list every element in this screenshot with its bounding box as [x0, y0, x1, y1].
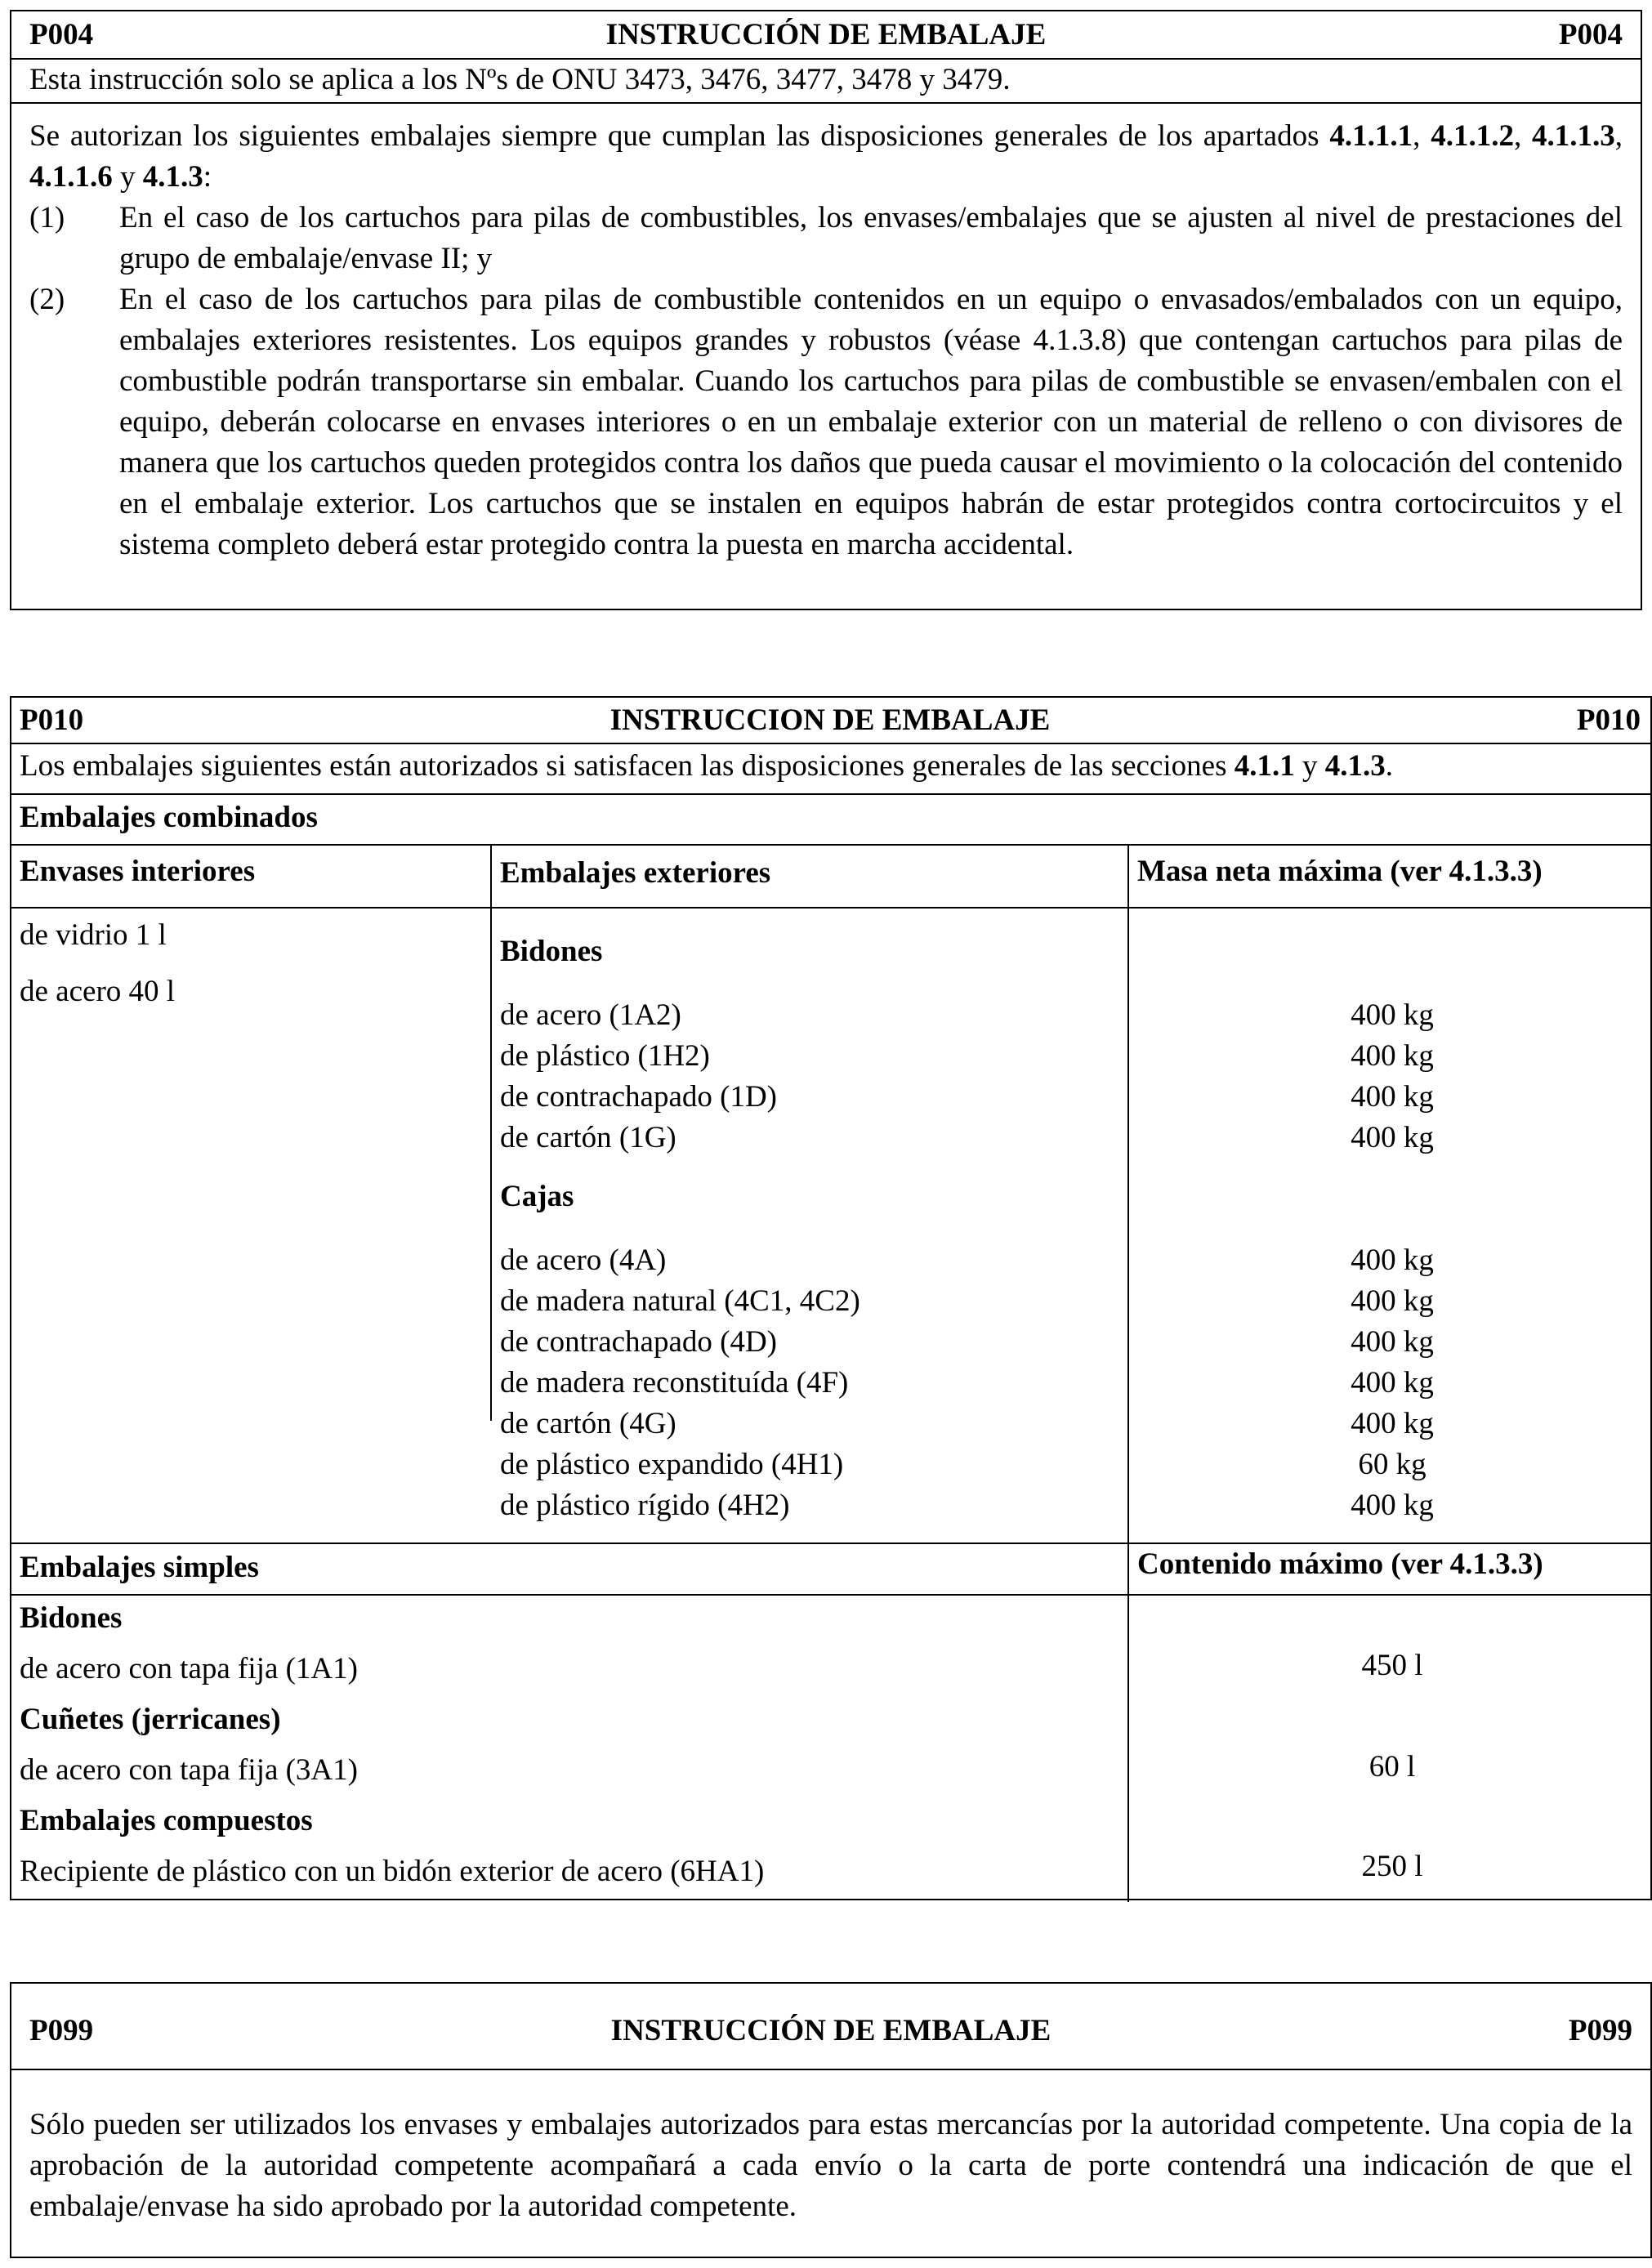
inner-item: de acero 40 l [20, 975, 176, 1008]
outer-item: de plástico rígido (4H2) [500, 1489, 790, 1522]
capacity-value: 250 l [1361, 1850, 1423, 1883]
col-mass-header: Masa neta máxima (ver 4.1.3.3) [1137, 855, 1543, 888]
p010-intro: Los embalajes siguientes están autorizados si satisfacen las disposiciones generales de las secciones 4.1.1 y 4.1.3. [20, 749, 1393, 783]
single-group-heading: Cuñetes (jerricanes) [20, 1703, 281, 1736]
item-text: En el caso de los cartuchos para pilas de combustible contenidos en un equipo o envasados/embalados con un equipo, embalajes exteriores resistentes. Los equipos grandes y robustos (véase 4.1.3.8) que contengan cartuchos para pilas de combustible podrán transportarse sin embalar. Cuando los cartuchos para pilas de combustible se envasen/embalen con el equipo, deberán colocarse en envases interiores o en un embalaje exterior con un material de relleno o con divisores de manera que los cartuchos queden protegidos contra los daños que pueda causar el movimiento o la colocación del contenido en el embalaje exterior. Los cartuchos que se instalen en equipos habrán de estar protegidos contra cortocircuitos y el sistema completo deberá estar protegido contra la puesta en marcha accidental. [119, 283, 1623, 561]
capacity-value: 60 l [1368, 1750, 1416, 1784]
item-number: (2) [29, 283, 65, 316]
group-heading-bidones: Bidones [500, 935, 603, 968]
p010-code-left: P010 [20, 703, 84, 737]
p099-packing-instruction [10, 1982, 1652, 2258]
divider [11, 907, 1650, 909]
outer-item: de acero (1A2) [500, 998, 681, 1032]
p004-body [29, 116, 1623, 565]
mass-value: 400 kg [1351, 1243, 1434, 1277]
single-item: Recipiente de plástico con un bidón exterior de acero (6HA1) [20, 1855, 765, 1888]
divider [11, 1594, 1650, 1596]
p099-header [29, 2010, 1632, 2052]
item-number: (1) [29, 201, 65, 234]
p004-intro: Se autorizan los siguientes embalajes siempre que cumplan las disposiciones generales de los apartados 4.1.1.1, 4.1.1.2, 4.1.1.3, 4.1.1.6 y 4.1.3: [29, 119, 1623, 194]
mass-value: 400 kg [1351, 1121, 1434, 1154]
p099-text: Sólo pueden ser utilizados los envases y embalajes autorizados para estas mercancías por la autoridad competente. Una copia de la aprobación de la autoridad competente acompañará a cada envío o la carta de porte contendrá una indicación de que el embalaje/envase ha sido aprobado por la autoridad competente. [29, 2108, 1632, 2223]
p010-header [20, 699, 1641, 742]
outer-item: de cartón (1G) [500, 1121, 676, 1154]
p004-item-1 [29, 198, 1623, 279]
inner-item: de vidrio 1 l [20, 918, 167, 952]
p004-scope: Esta instrucción solo se aplica a los Nºs de ONU 3473, 3476, 3477, 3478 y 3479. [29, 63, 1011, 96]
outer-item: de cartón (4G) [500, 1407, 676, 1440]
p004-packing-instruction [10, 10, 1642, 610]
outer-item: de plástico (1H2) [500, 1039, 710, 1073]
single-item: de acero con tapa fija (3A1) [20, 1753, 358, 1787]
p099-code-left: P099 [29, 2014, 94, 2047]
p004-title: INSTRUCCIÓN DE EMBALAJE [605, 18, 1047, 51]
col-outer-header: Embalajes exteriores [500, 856, 771, 890]
p004-code-left: P004 [29, 18, 94, 51]
p099-code-right: P099 [1568, 2014, 1632, 2047]
outer-item: de contrachapado (4D) [500, 1325, 777, 1359]
group-heading-cajas: Cajas [500, 1180, 574, 1213]
outer-item: de contrachapado (1D) [500, 1080, 777, 1114]
outer-item: de madera natural (4C1, 4C2) [500, 1284, 860, 1318]
mass-value: 400 kg [1351, 1489, 1434, 1522]
mass-value: 400 kg [1351, 1284, 1434, 1318]
outer-item: de acero (4A) [500, 1243, 667, 1277]
mass-value: 400 kg [1351, 1039, 1434, 1073]
p004-item-2 [29, 279, 1623, 565]
mass-value: 60 kg [1358, 1448, 1427, 1481]
col-inner-header: Envases interiores [20, 855, 256, 888]
divider [11, 102, 1641, 104]
capacity-value: 450 l [1361, 1649, 1423, 1682]
p099-title: INSTRUCCIÓN DE EMBALAJE [610, 2014, 1051, 2047]
mass-value: 400 kg [1351, 1080, 1434, 1114]
single-group-heading: Bidones [20, 1601, 123, 1635]
mass-value: 400 kg [1351, 998, 1434, 1032]
p010-code-right: P010 [1576, 703, 1641, 737]
divider [11, 793, 1650, 795]
item-text: En el caso de los cartuchos para pilas de combustibles, los envases/embalajes que se ajusten al nivel de prestaciones del grupo de embalaje/envase II; y [119, 201, 1623, 275]
outer-item: de plástico expandido (4H1) [500, 1448, 844, 1481]
divider [11, 844, 1650, 846]
divider [11, 2069, 1650, 2070]
single-heading: Embalajes simples [20, 1551, 259, 1584]
p010-packing-instruction [10, 696, 1652, 1900]
single-item: de acero con tapa fija (1A1) [20, 1652, 358, 1685]
mass-value: 400 kg [1351, 1407, 1434, 1440]
mass-value: 400 kg [1351, 1366, 1434, 1400]
p004-code-right: P004 [1558, 18, 1623, 51]
single-group-heading: Embalajes compuestos [20, 1804, 313, 1837]
single-col-header: Contenido máximo (ver 4.1.3.3) [1137, 1547, 1543, 1581]
col-divider [1127, 844, 1129, 1902]
col-divider [490, 844, 492, 1421]
divider [11, 743, 1650, 744]
p004-header [29, 14, 1623, 56]
outer-item: de madera reconstituída (4F) [500, 1366, 849, 1400]
combined-heading: Embalajes combinados [20, 801, 318, 834]
mass-value: 400 kg [1351, 1325, 1434, 1359]
p010-title: INSTRUCCION DE EMBALAJE [609, 703, 1051, 737]
